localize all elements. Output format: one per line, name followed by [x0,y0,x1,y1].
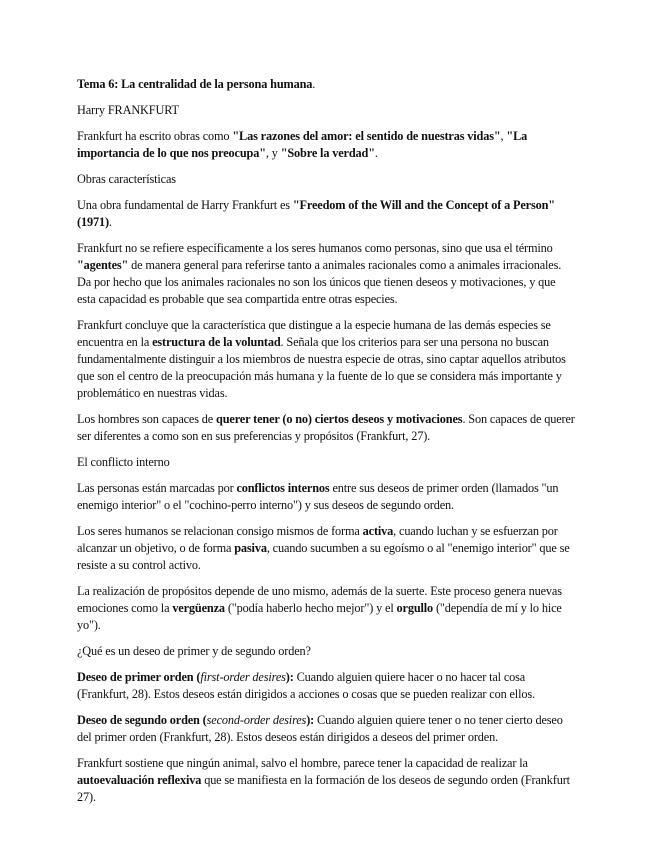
text-run: Los seres humanos se relacionan consigo mismos de forma [77,524,363,538]
text-run: . [374,146,378,160]
bold-text: "La importancia de lo que nos preocupa" [77,129,528,160]
paragraph [77,643,575,660]
paragraph [77,128,575,162]
text-run: de manera general para referirse tanto a animales racionales como a animales irracionales. Da por hecho que los animales racionales no son los únicos que tienen deseos y motivaciones, y que esta capacidad es probable que sea compartida entre otras especies. [77,258,562,306]
bold-text: "Sobre la verdad" [280,146,375,160]
bold-text: ): [285,670,294,684]
text-run: ¿Qué es un deseo de primer y de segundo orden? [77,644,311,658]
text-run: Frankfurt ha escrito obras como [77,129,233,143]
text-run: Obras características [77,172,176,186]
text-run: Una obra fundamental de Harry Frankfurt es [77,198,293,212]
paragraph [77,454,575,471]
bold-text: estructura de la voluntad [152,335,281,349]
text-run: ("dependía de mí y lo hice yo"). [77,601,562,632]
bold-text: pasiva [234,541,267,555]
bold-text: orgullo [396,601,434,615]
text-run: Cuando alguien quiere hacer o no hacer tal cosa (Frankfurt, 28). Estos deseos están dirigidos a acciones o cosas que se pueden realizar con ellos. [77,670,535,701]
paragraph [77,523,575,574]
text-run: , y [265,146,281,160]
italic-text: first-order desires [200,670,286,684]
paragraph [77,712,575,746]
paragraph [77,76,575,93]
text-run: que se manifiesta en la formación de los deseos de segundo orden (Frankfurt 27). [77,773,570,804]
paragraph [77,240,575,308]
text-run: Frankfurt no se refiere específicamente a los seres humanos como personas, sino que usa el término [77,241,553,255]
text-run: , cuando sucumben a su egoísmo o al "enemigo interior" que se resiste a su control activo. [77,541,570,572]
paragraph [77,171,575,188]
text-run: , [500,129,507,143]
text-run: Frankfurt concluye que la característica que distingue a la especie humana de las demás especies se encuentra en la [77,318,551,349]
text-run: entre sus deseos de primer orden (llamados "un enemigo interior" o el "cochino-perro interno") y sus deseos de segundo orden. [77,481,559,512]
bold-text: Tema 6: La centralidad de la persona humana [77,77,313,91]
text-run: . [108,215,112,229]
text-run: Las personas están marcadas por [77,481,237,495]
paragraph [77,755,575,806]
bold-text: "Las razones del amor: el sentido de nuestras vidas" [232,129,501,143]
text-run: El conflicto interno [77,455,170,469]
italic-text: second-order desires [206,713,307,727]
text-run: La realización de propósitos depende de uno mismo, además de la suerte. Este proceso genera nuevas emociones como la [77,584,562,615]
bold-text: vergüenza [172,601,225,615]
paragraph [77,669,575,703]
text-run: . Señala que los criterios para ser una persona no buscan fundamentalmente distinguir a los miembros de nuestra especie de otras, sino captar aquellos atributos que son el centro de la preocupación más humana y la fuente de lo que se considera más importante y problemático en nuestras vidas. [77,335,566,400]
text-run: ("podía haberlo hecho mejor") y el [224,601,397,615]
bold-text: conflictos internos [236,481,330,495]
paragraph [77,102,575,119]
paragraph [77,480,575,514]
paragraph [77,411,575,445]
bold-text: querer tener (o no) ciertos deseos y motivaciones [216,412,463,426]
bold-text: Deseo de primer orden ( [77,670,201,684]
text-run: . [312,77,316,91]
bold-text: "agentes" [77,258,129,272]
text-run: . Son capaces de querer ser diferentes a como son en sus preferencias y propósitos (Frankfurt, 27). [77,412,575,443]
bold-text: ): [306,713,315,727]
bold-text: autoevaluación reflexiva [77,773,202,787]
paragraph [77,317,575,402]
paragraph [77,197,575,231]
text-run: Harry FRANKFURT [77,103,179,117]
text-run: , cuando luchan y se esfuerzan por alcanzar un objetivo, o de forma [77,524,558,555]
text-run: Los hombres son capaces de [77,412,217,426]
bold-text: activa [362,524,394,538]
document-page [77,76,575,815]
bold-text: "Freedom of the Will and the Concept of a Person" (1971) [77,198,555,229]
bold-text: Deseo de segundo orden ( [77,713,207,727]
text-run: Frankfurt sostiene que ningún animal, salvo el hombre, parece tener la capacidad de realizar la [77,756,528,770]
paragraph [77,583,575,634]
text-run: Cuando alguien quiere tener o no tener cierto deseo del primer orden (Frankfurt, 28). Estos deseos están dirigidos a deseos del primer orden. [77,713,563,744]
